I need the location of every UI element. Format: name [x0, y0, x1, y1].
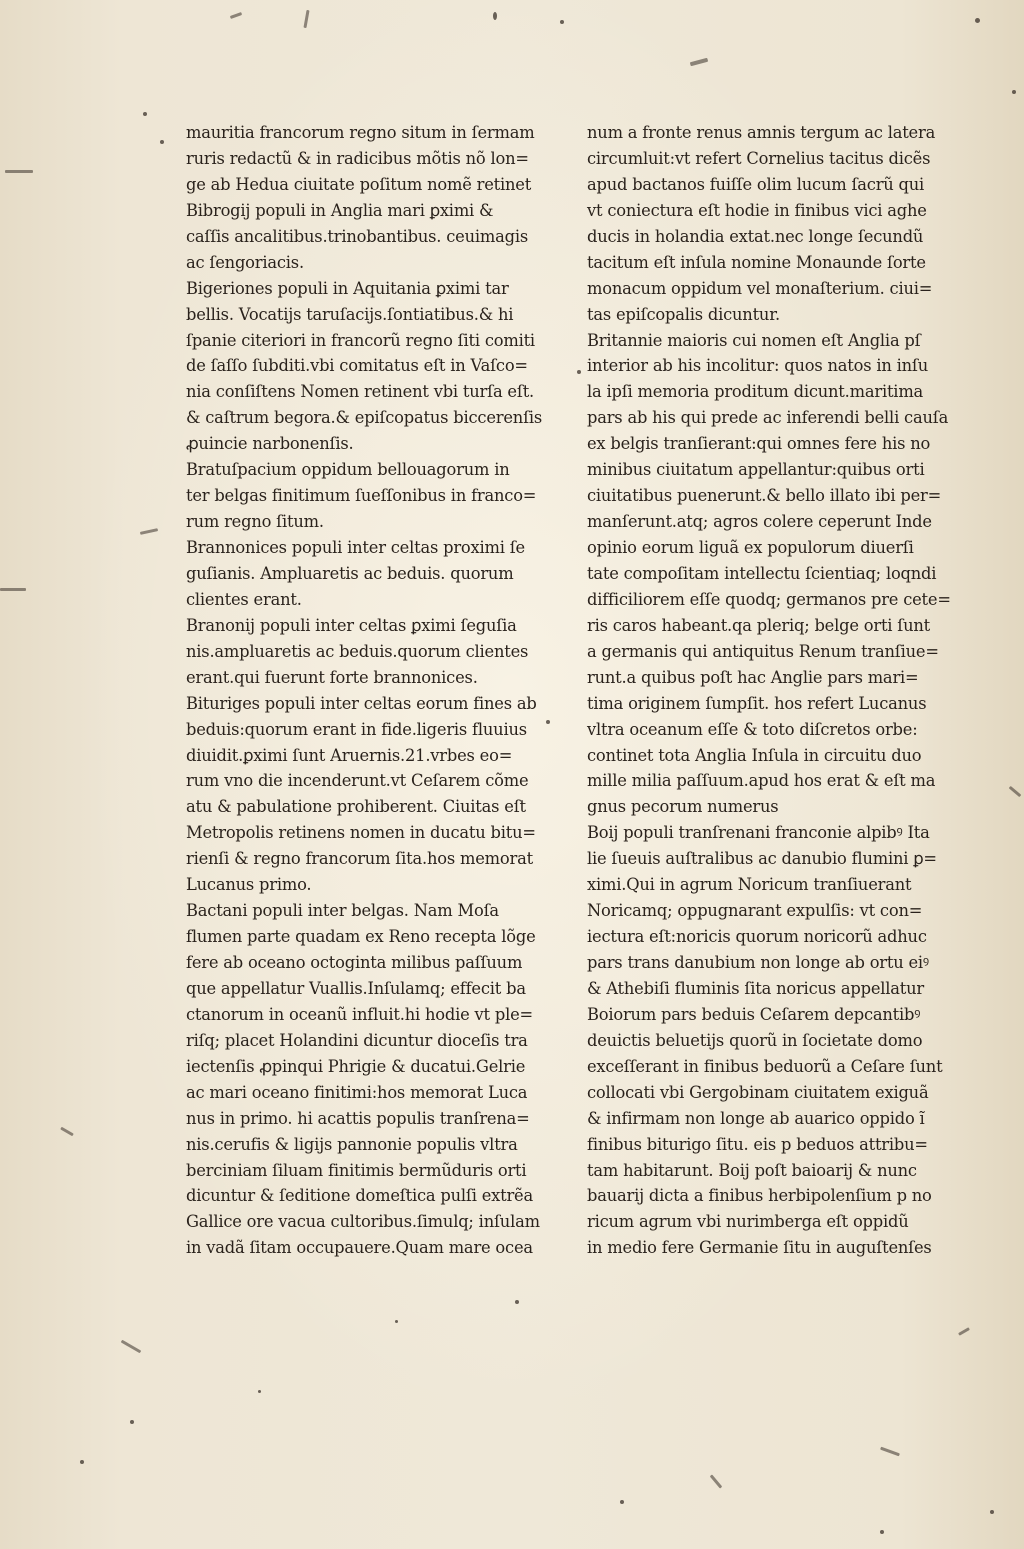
- text-line: ſpanie citeriori in francorũ regno ſiti comiti: [186, 330, 535, 350]
- text-line: opinio eorum liguã ex populorum diuerſi: [587, 538, 914, 557]
- paper-speck: [80, 1460, 84, 1464]
- text-line: ducis in holandia extat.nec longe ſecundũ: [587, 226, 924, 246]
- text-line: nia conſiſtens Nomen retinent vbi turſa eſt.: [186, 382, 535, 402]
- text-line: exceſſerant in finibus beduorũ a Ceſare ſunt: [587, 1056, 943, 1076]
- text-line: Gallice ore vacua cultoribus.ſimulq; inſulam: [186, 1212, 540, 1232]
- paper-speck: [990, 1510, 994, 1514]
- text-line: manſerunt.atq; agros colere ceperunt Inde: [587, 512, 932, 532]
- text-line: ximi.Qui in agrum Noricum tranſiuerant: [587, 875, 912, 895]
- paper-speck: [515, 1300, 519, 1304]
- text-line: ac ſengoriacis.: [186, 252, 304, 272]
- paper-mark: [121, 1340, 142, 1354]
- right-text-column: [587, 120, 972, 1261]
- text-line: bauarij dicta a finibus herbipolenſium p no: [587, 1186, 932, 1206]
- text-line: rienſi & regno francorum ſita.hos memorat: [186, 849, 533, 869]
- text-line: lie ſueuis auſtralibus ac danubio flumini ꝑ=: [587, 849, 937, 869]
- text-line: ac mari oceano finitimi:hos memorat Luca: [186, 1082, 528, 1102]
- text-line: ruris redactũ & in radicibus mõtis nõ lon=: [186, 148, 529, 168]
- text-line: rum regno ſitum.: [186, 512, 324, 532]
- text-line: monacum oppidum vel monaſterium. ciui=: [587, 278, 933, 298]
- text-line: tima originem ſumpſit. hos refert Lucanus: [587, 693, 927, 713]
- paper-speck: [395, 1320, 398, 1323]
- text-line: ris caros habeant.qa pleriq; belge orti ſunt: [587, 615, 931, 635]
- text-line: nus in primo. hi acattis populis tranſrena=: [186, 1108, 530, 1128]
- text-line: mauritia francorum regno situm in ſermam: [186, 123, 535, 142]
- text-line: fere ab oceano octoginta milibus paſſuum: [186, 953, 523, 972]
- text-line: Bratuſpacium oppidum bellouagorum in: [186, 460, 510, 480]
- text-line: & infirmam non longe ab auarico oppido ĩ: [587, 1108, 925, 1128]
- text-line: pars trans danubium non longe ab ortu eiꝰ: [587, 953, 929, 972]
- paper-speck: [493, 12, 497, 20]
- text-line: nis.cerufis & ligijs pannonie populis vltra: [186, 1134, 518, 1154]
- paper-mark: [958, 1327, 970, 1336]
- text-line: Bactani populi inter belgas. Nam Moſa: [186, 901, 499, 921]
- text-line: Branonij populi inter celtas ꝑximi ſeguſia: [186, 615, 517, 635]
- text-line: diuidit.ꝑximi ſunt Aruernis.21.vrbes eo=: [186, 745, 513, 765]
- paper-speck: [1012, 90, 1016, 94]
- paper-mark: [140, 528, 158, 535]
- text-line: finibus biturigo ſitu. eis p beduos attribu=: [587, 1134, 928, 1154]
- text-line: Boij populi tranſrenani franconie alpibꝰ Ita: [587, 823, 930, 843]
- paper-speck: [143, 112, 147, 116]
- text-line: & caſtrum begora.& epiſcopatus biccerenſis: [186, 408, 543, 428]
- paper-speck: [975, 18, 980, 23]
- text-line: in vadã ſitam occupauere.Quam mare ocea: [186, 1238, 533, 1258]
- text-line: la ipſi memoria proditum dicunt.maritima: [587, 382, 924, 402]
- text-line: beduis:quorum erant in fide.ligeris fluuius: [186, 719, 527, 739]
- text-line: ꝓuincie narbonenſis.: [186, 434, 354, 454]
- text-line: flumen parte quadam ex Reno recepta lõge: [186, 927, 536, 947]
- text-line: dicuntur & ſeditione domeſtica pulſi extrẽa: [186, 1186, 533, 1206]
- paper-speck: [560, 20, 564, 24]
- text-line: iectenſis ꝓpinqui Phrigie & ducatui.Gelrie: [186, 1056, 526, 1076]
- text-line: Bibrogij populi in Anglia mari ꝑximi &: [186, 200, 494, 220]
- paper-speck: [577, 370, 581, 374]
- paper-mark: [710, 1474, 723, 1488]
- paper-mark: [1009, 786, 1022, 797]
- text-line: tate compoſitam intellectu ſcientiaq; loqndi: [587, 563, 937, 583]
- text-line: Brannonices populi inter celtas proximi ſe: [186, 538, 525, 557]
- text-line: vltra oceanum eſſe & toto diſcretos orbe:: [587, 719, 918, 739]
- text-line: Bigeriones populi in Aquitania ꝑximi tar: [186, 278, 509, 298]
- text-line: runt.a quibus poſt hac Anglie pars mari=: [587, 667, 919, 687]
- text-line: pars ab his qui prede ac inferendi belli cauſa: [587, 408, 949, 428]
- text-line: circumluit:vt refert Cornelius tacitus dicẽs: [587, 148, 931, 168]
- paper-mark: [5, 170, 33, 173]
- text-line: rum vno die incenderunt.vt Ceſarem cõme: [186, 771, 529, 791]
- text-line: bellis. Vocatijs taruſacijs.ſontiatibus.& hi: [186, 304, 514, 324]
- text-line: ge ab Hedua ciuitate poſitum nomẽ retinet: [186, 174, 532, 194]
- text-line: gnus pecorum numerus: [587, 797, 779, 817]
- text-line: iectura eſt:noricis quorum noricorũ adhuc: [587, 927, 927, 947]
- paper-mark: [880, 1447, 900, 1457]
- text-line: Noricamq; oppugnarant expulſis: vt con=: [587, 901, 923, 921]
- text-line: Britannie maioris cui nomen eſt Anglia pſ: [587, 330, 921, 350]
- paper-speck: [546, 720, 550, 724]
- text-line: a germanis qui antiquitus Renum tranſiue=: [587, 641, 939, 661]
- text-line: clientes erant.: [186, 589, 302, 609]
- paper-speck: [258, 1390, 261, 1393]
- text-line: que appellatur Vuallis.Inſulamq; effecit ba: [186, 978, 526, 998]
- text-line: guſianis. Ampluaretis ac beduis. quorum: [186, 563, 514, 583]
- text-line: riſq; placet Holandini dicuntur dioceſis tra: [186, 1030, 528, 1050]
- text-line: ricum agrum vbi nurimberga eſt oppidũ: [587, 1212, 909, 1232]
- text-line: tacitum eſt inſula nomine Monaunde ſorte: [587, 252, 926, 272]
- text-line: berciniam ſiluam finitimis bermũduris orti: [186, 1160, 527, 1180]
- text-line: erant.qui fuerunt forte brannonices.: [186, 667, 478, 687]
- text-line: Metropolis retinens nomen in ducatu bitu=: [186, 823, 536, 843]
- text-line: Boiorum pars beduis Ceſarem depcantibꝰ: [587, 1004, 921, 1024]
- text-line: continet tota Anglia Inſula in circuitu duo: [587, 745, 922, 765]
- text-line: ciuitatibus puenerunt.& bello illato ibi per=: [587, 486, 942, 506]
- text-line: in medio fere Germanie ſitu in auguſtenſes: [587, 1238, 932, 1258]
- text-line: interior ab his incolitur: quos natos in inſu: [587, 356, 929, 376]
- text-line: ex belgis tranſierant:qui omnes fere his no: [587, 434, 931, 454]
- paper-speck: [130, 1420, 134, 1424]
- text-line: collocati vbi Gergobinam ciuitatem exiguã: [587, 1082, 929, 1102]
- text-line: caſſis ancalitibus.trinobantibus. ceuimagis: [186, 226, 529, 246]
- paper-speck: [880, 1530, 884, 1534]
- paper-mark: [303, 10, 309, 28]
- text-line: difficiliorem eſſe quodq; germanos pre cete=: [587, 589, 951, 609]
- text-line: Bituriges populi inter celtas eorum fines ab: [186, 693, 537, 713]
- text-line: deuictis beluetijs quorũ in ſocietate domo: [587, 1030, 923, 1050]
- text-line: vt coniectura eſt hodie in finibus vici aghe: [587, 200, 927, 220]
- paper-mark: [690, 58, 708, 67]
- paper-speck: [620, 1500, 624, 1504]
- text-line: tam habitarunt. Boij poſt baioarij & nunc: [587, 1160, 917, 1180]
- text-line: apud bactanos fuiſſe olim lucum ſacrũ qui: [587, 174, 925, 194]
- text-line: num a fronte renus amnis tergum ac latera: [587, 123, 936, 142]
- text-line: ter belgas finitimum ſueſſonibus in franco=: [186, 486, 537, 506]
- text-line: & Athebiſi fluminis ſita noricus appellatur: [587, 978, 925, 998]
- text-line: nis.ampluaretis ac beduis.quorum clientes: [186, 641, 529, 661]
- text-line: Lucanus primo.: [186, 875, 312, 895]
- paper-mark: [0, 588, 26, 591]
- text-line: ctanorum in oceanũ influit.hi hodie vt ple=: [186, 1004, 533, 1024]
- paper-mark: [230, 12, 242, 19]
- text-line: atu & pabulatione prohiberent. Ciuitas eſt: [186, 797, 526, 817]
- text-line: de ſaſſo ſubditi.vbi comitatus eſt in Vaſco=: [186, 356, 528, 376]
- text-line: minibus ciuitatum appellantur:quibus orti: [587, 460, 925, 480]
- paper-mark: [60, 1127, 74, 1137]
- text-line: mille milia paſſuum.apud hos erat & eſt ma: [587, 771, 936, 791]
- text-line: tas epiſcopalis dicuntur.: [587, 304, 780, 324]
- paper-speck: [160, 140, 164, 144]
- left-text-column: [186, 120, 558, 1261]
